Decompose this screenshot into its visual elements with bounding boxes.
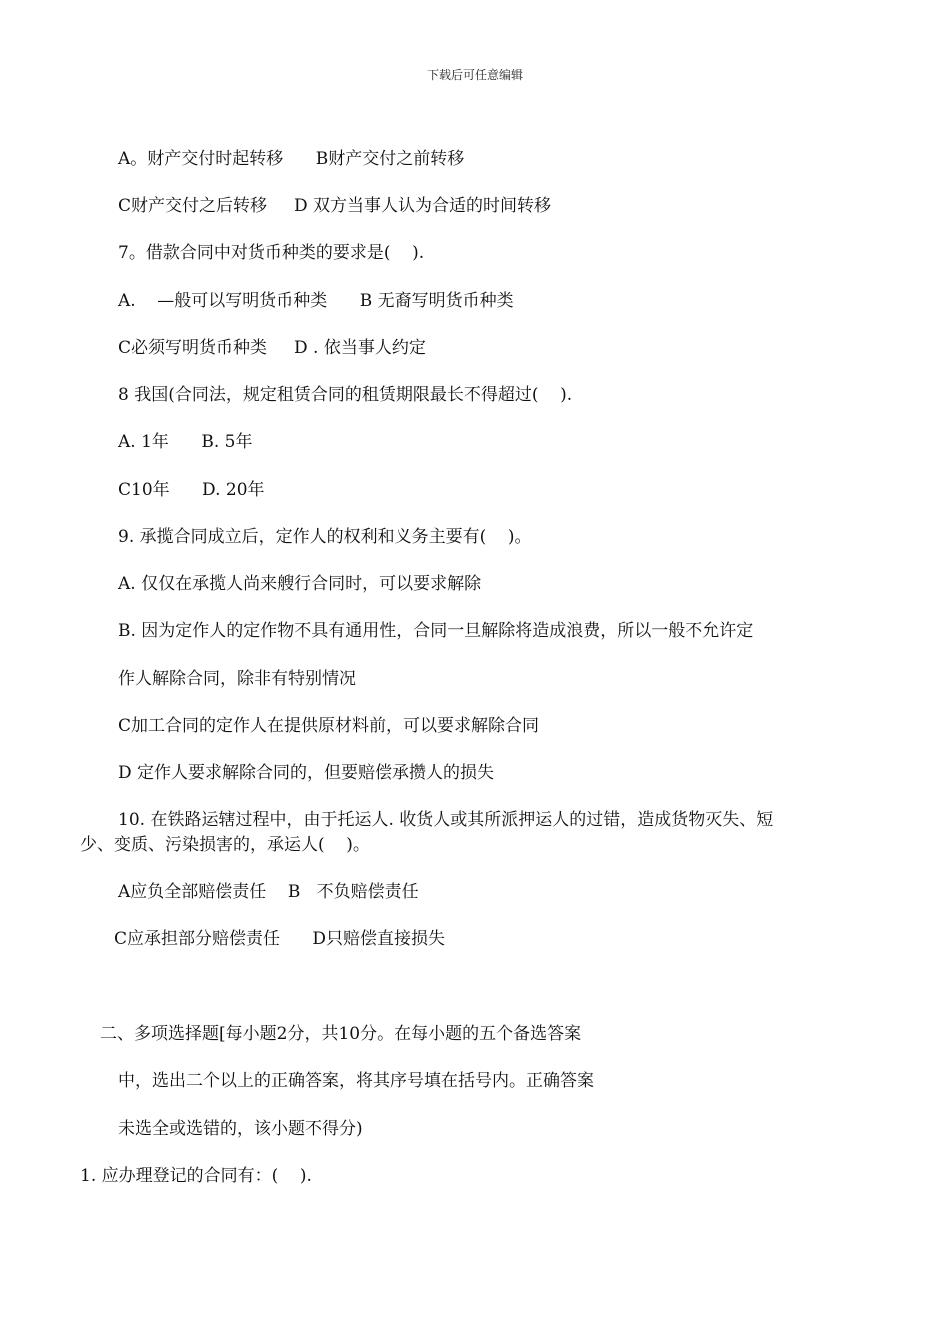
question-7: 7。借款合同中对货币种类的要求是( ).: [118, 243, 425, 263]
option-line: A. 仅仅在承揽人尚来艘行合同时，可以要求解除: [118, 574, 482, 594]
option-line: C加工合同的定作人在提供原材料前，可以要求解除合同: [118, 716, 540, 736]
option-line: A。财产交付时起转移 B财产交付之前转移: [118, 149, 465, 169]
option-line: A. 1年 B. 5年: [118, 432, 253, 452]
question-1: 1. 应办理登记的合同有：( ).: [80, 1166, 312, 1186]
option-line: C应承担部分赔偿责任 D只赔偿直接损失: [114, 929, 446, 949]
section-heading: 二、多项选择题[每小题2分，共10分。在每小题的五个备选答案: [100, 1024, 582, 1044]
option-line: A. —般可以写明货币种类 B 无裔写明货币种类: [118, 291, 514, 311]
option-line: C财产交付之后转移 D 双方当事人认为合适的时间转移: [118, 196, 552, 216]
option-line: 作人解除合同，除非有特别情况: [118, 669, 356, 689]
section-instructions: 中，选出二个以上的正确答案，将其序号填在括号内。正确答案: [118, 1071, 594, 1091]
option-line: A应负全部赔偿责任 B 不负赔偿责任: [118, 882, 419, 902]
option-line: B. 因为定作人的定作物不具有通用性，合同一旦解除将造成浪费，所以一般不允许定: [118, 621, 754, 641]
option-line: C必须写明货币种类 D . 依当事人约定: [118, 338, 426, 358]
option-line: C10年 D. 20年: [118, 480, 265, 500]
section-instructions: 未选全或选错的，该小题不得分): [118, 1119, 363, 1139]
question-8: 8 我国(合同法，规定租赁合同的租赁期限最长不得超过( ).: [118, 385, 573, 405]
question-9: 9. 承揽合同成立后，定作人的权利和义务主要有( )。: [118, 527, 532, 547]
option-line: D 定作人要求解除合同的，但要赔偿承攒人的损失: [118, 763, 495, 783]
page-header: 下载后可任意编辑: [426, 68, 523, 82]
question-10: 10. 在铁路运辖过程中，由于托运人. 收货人或其所派押运人的过错，造成货物灭失、短: [118, 810, 774, 830]
question-10-continued: 少、变质、污染损害的，承运人( )。: [80, 835, 370, 855]
